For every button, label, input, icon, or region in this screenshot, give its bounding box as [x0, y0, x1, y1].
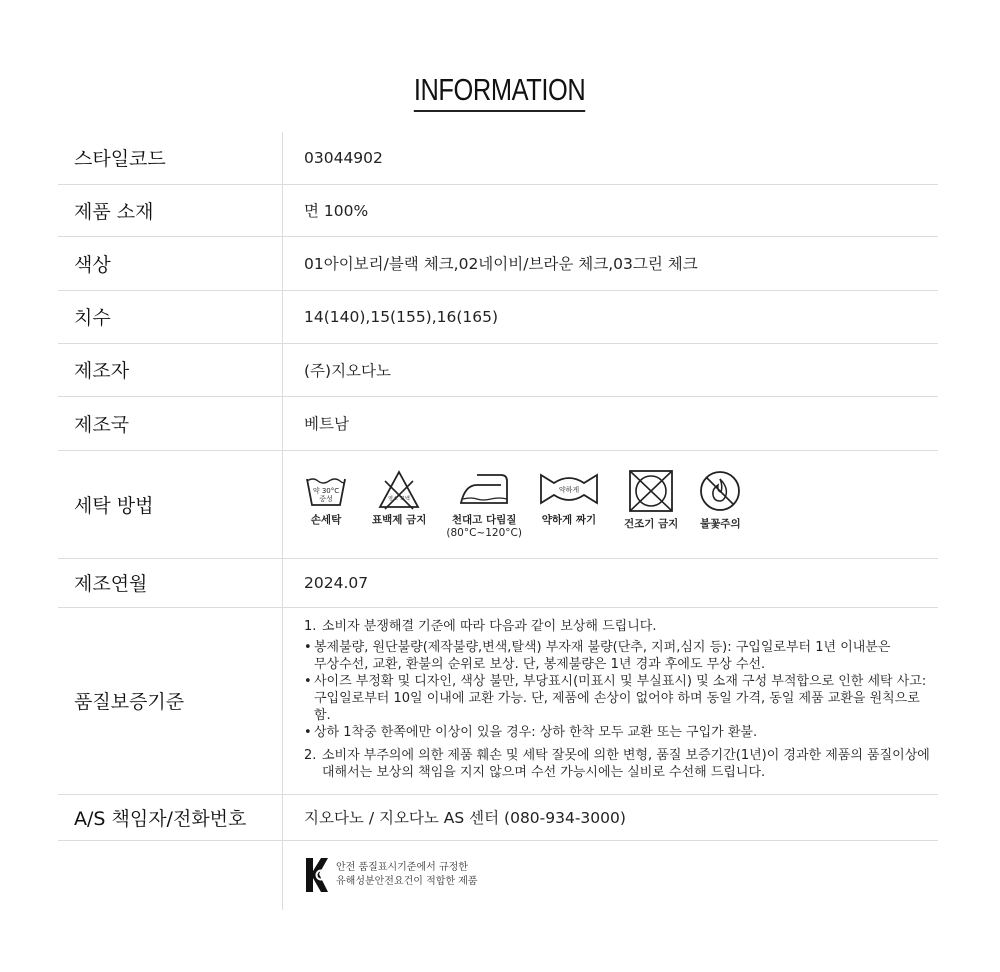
- quality-item-2-number: 2.: [304, 748, 317, 763]
- no-tumble-dry-caption: 건조기 금지: [623, 517, 679, 530]
- value-kc: [283, 840, 939, 910]
- quality-item-1-text: 소비자 분쟁해결 기준에 따라 다음과 같이 보상해 드립니다.: [322, 619, 657, 634]
- row-country: [58, 396, 938, 450]
- quality-item-2-text: 소비자 부주의에 의한 제품 훼손 및 세탁 잘못에 의한 변형, 품질 보증기간(1년)이 경과한 제품의 품질이상에 대해서는 보상의 책임을 지지 않으며 수선 가능시에는 실비로 수선해 드립니다.: [322, 748, 930, 780]
- quality-item-1-number: 1.: [304, 619, 317, 634]
- label-size: 치수: [58, 290, 283, 343]
- row-as-contact: [58, 794, 938, 840]
- iron-caption: 천대고 다림질: [451, 513, 517, 526]
- quality-item-2: [304, 747, 938, 781]
- gentle-wring-icon: [538, 469, 600, 509]
- kc-line-1: 안전 품질표시기준에서 규정한: [336, 862, 468, 874]
- row-color: [58, 236, 938, 290]
- hand-wash-icon: [304, 469, 348, 509]
- care-hand-wash: [304, 469, 348, 527]
- quality-bullet-2: [304, 673, 938, 724]
- row-size: [58, 290, 938, 343]
- iron-icon: [457, 469, 511, 509]
- quality-bullet-1: [304, 639, 938, 673]
- label-color: 색상: [58, 236, 283, 290]
- quality-bullet-2-text: 사이즈 부정확 및 디자인, 색상 불만, 부당표시(미표시 및 부실표시) 및 소재 구성 부적합으로 인한 세탁 사고: 구입일로부터 10일 이내에 교환 가능. 단, 제품에 손상이 없어야 하며 동일 가격, 동일 제품 교환을 원칙으로 함.: [314, 674, 927, 723]
- value-style-code: 03044902: [283, 132, 939, 184]
- quality-text: [304, 618, 938, 781]
- care-fire-caution: [698, 469, 742, 531]
- value-country: 베트남: [283, 396, 939, 450]
- care-icons: [304, 469, 938, 540]
- care-gentle-wring: [538, 469, 600, 527]
- label-style-code: 스타일코드: [58, 132, 283, 184]
- care-no-tumble-dry: [624, 469, 678, 531]
- quality-bullet-3-text: 상하 1착중 한쪽에만 이상이 있을 경우: 상하 한착 모두 교환 또는 구입가 환불.: [314, 725, 758, 740]
- no-bleach-chlorine: 염소: [388, 495, 399, 502]
- label-kc-empty: [58, 840, 283, 910]
- value-care: [283, 450, 939, 558]
- page-title: INFORMATION: [414, 72, 586, 112]
- no-bleach-caption: 표백제 금지: [372, 513, 427, 526]
- hand-wash-caption: 손세탁: [310, 513, 342, 526]
- row-kc: [58, 840, 938, 910]
- row-care: [58, 450, 938, 558]
- label-care: 세탁 방법: [58, 450, 283, 558]
- kc-text: [336, 861, 478, 889]
- value-material: 면 100%: [283, 184, 939, 236]
- quality-item-1: [304, 618, 938, 635]
- bullet-mark: •: [304, 640, 312, 655]
- bullet-mark: •: [304, 725, 312, 740]
- value-quality: [283, 607, 939, 794]
- label-as-contact: A/S 책임자/전화번호: [58, 794, 283, 840]
- bullet-mark: •: [304, 674, 312, 689]
- row-manufacturer: [58, 343, 938, 396]
- label-country: 제조국: [58, 396, 283, 450]
- care-iron: [446, 469, 522, 540]
- value-mfg-date: 2024.07: [283, 558, 939, 607]
- hand-wash-detergent: 중성: [319, 494, 333, 503]
- label-material: 제품 소재: [58, 184, 283, 236]
- value-size: 14(140),15(155),16(165): [283, 290, 939, 343]
- kc-line-2: 유해성분안전요건이 적합한 제품: [336, 876, 478, 888]
- care-no-bleach: [372, 469, 426, 527]
- row-material: [58, 184, 938, 236]
- fire-caution-caption: 불꽃주의: [700, 517, 741, 530]
- quality-bullet-1-text: 봉제불량, 원단불량(제작불량,변색,탈색) 부자재 불량(단추, 지퍼,심지 등): 구입일로부터 1년 이내분은 무상수선, 교환, 환불의 순위로 보상. 단, 봉제불량은 1년 경과 후에도 무상 수선.: [314, 640, 891, 672]
- kc-block: [304, 856, 938, 894]
- fire-caution-icon: [698, 469, 742, 513]
- row-style-code: [58, 132, 938, 184]
- label-mfg-date: 제조연월: [58, 558, 283, 607]
- row-quality: [58, 607, 938, 794]
- page-title-wrap: [0, 72, 1000, 112]
- label-manufacturer: 제조자: [58, 343, 283, 396]
- gentle-wring-caption: 약하게 짜기: [541, 513, 597, 526]
- info-table: [58, 132, 938, 910]
- kc-mark-icon: [304, 856, 330, 894]
- value-color: 01아이보리/블랙 체크,02네이비/브라운 체크,03그린 체크: [283, 236, 939, 290]
- row-mfg-date: [58, 558, 938, 607]
- gentle-wring-label: 약하게: [558, 485, 580, 494]
- no-bleach-icon: [377, 469, 421, 511]
- no-bleach-bleach: 표백: [400, 495, 411, 502]
- value-manufacturer: (주)지오다노: [283, 343, 939, 396]
- label-quality: 품질보증기준: [58, 607, 283, 794]
- value-as-contact: 지오다노 / 지오다노 AS 센터 (080-934-3000): [283, 794, 939, 840]
- no-tumble-dry-icon: [627, 469, 675, 513]
- quality-bullet-3: [304, 724, 938, 741]
- iron-temp-range: (80°C~120°C): [446, 526, 522, 539]
- hand-wash-temp: 약 30°C: [312, 486, 340, 495]
